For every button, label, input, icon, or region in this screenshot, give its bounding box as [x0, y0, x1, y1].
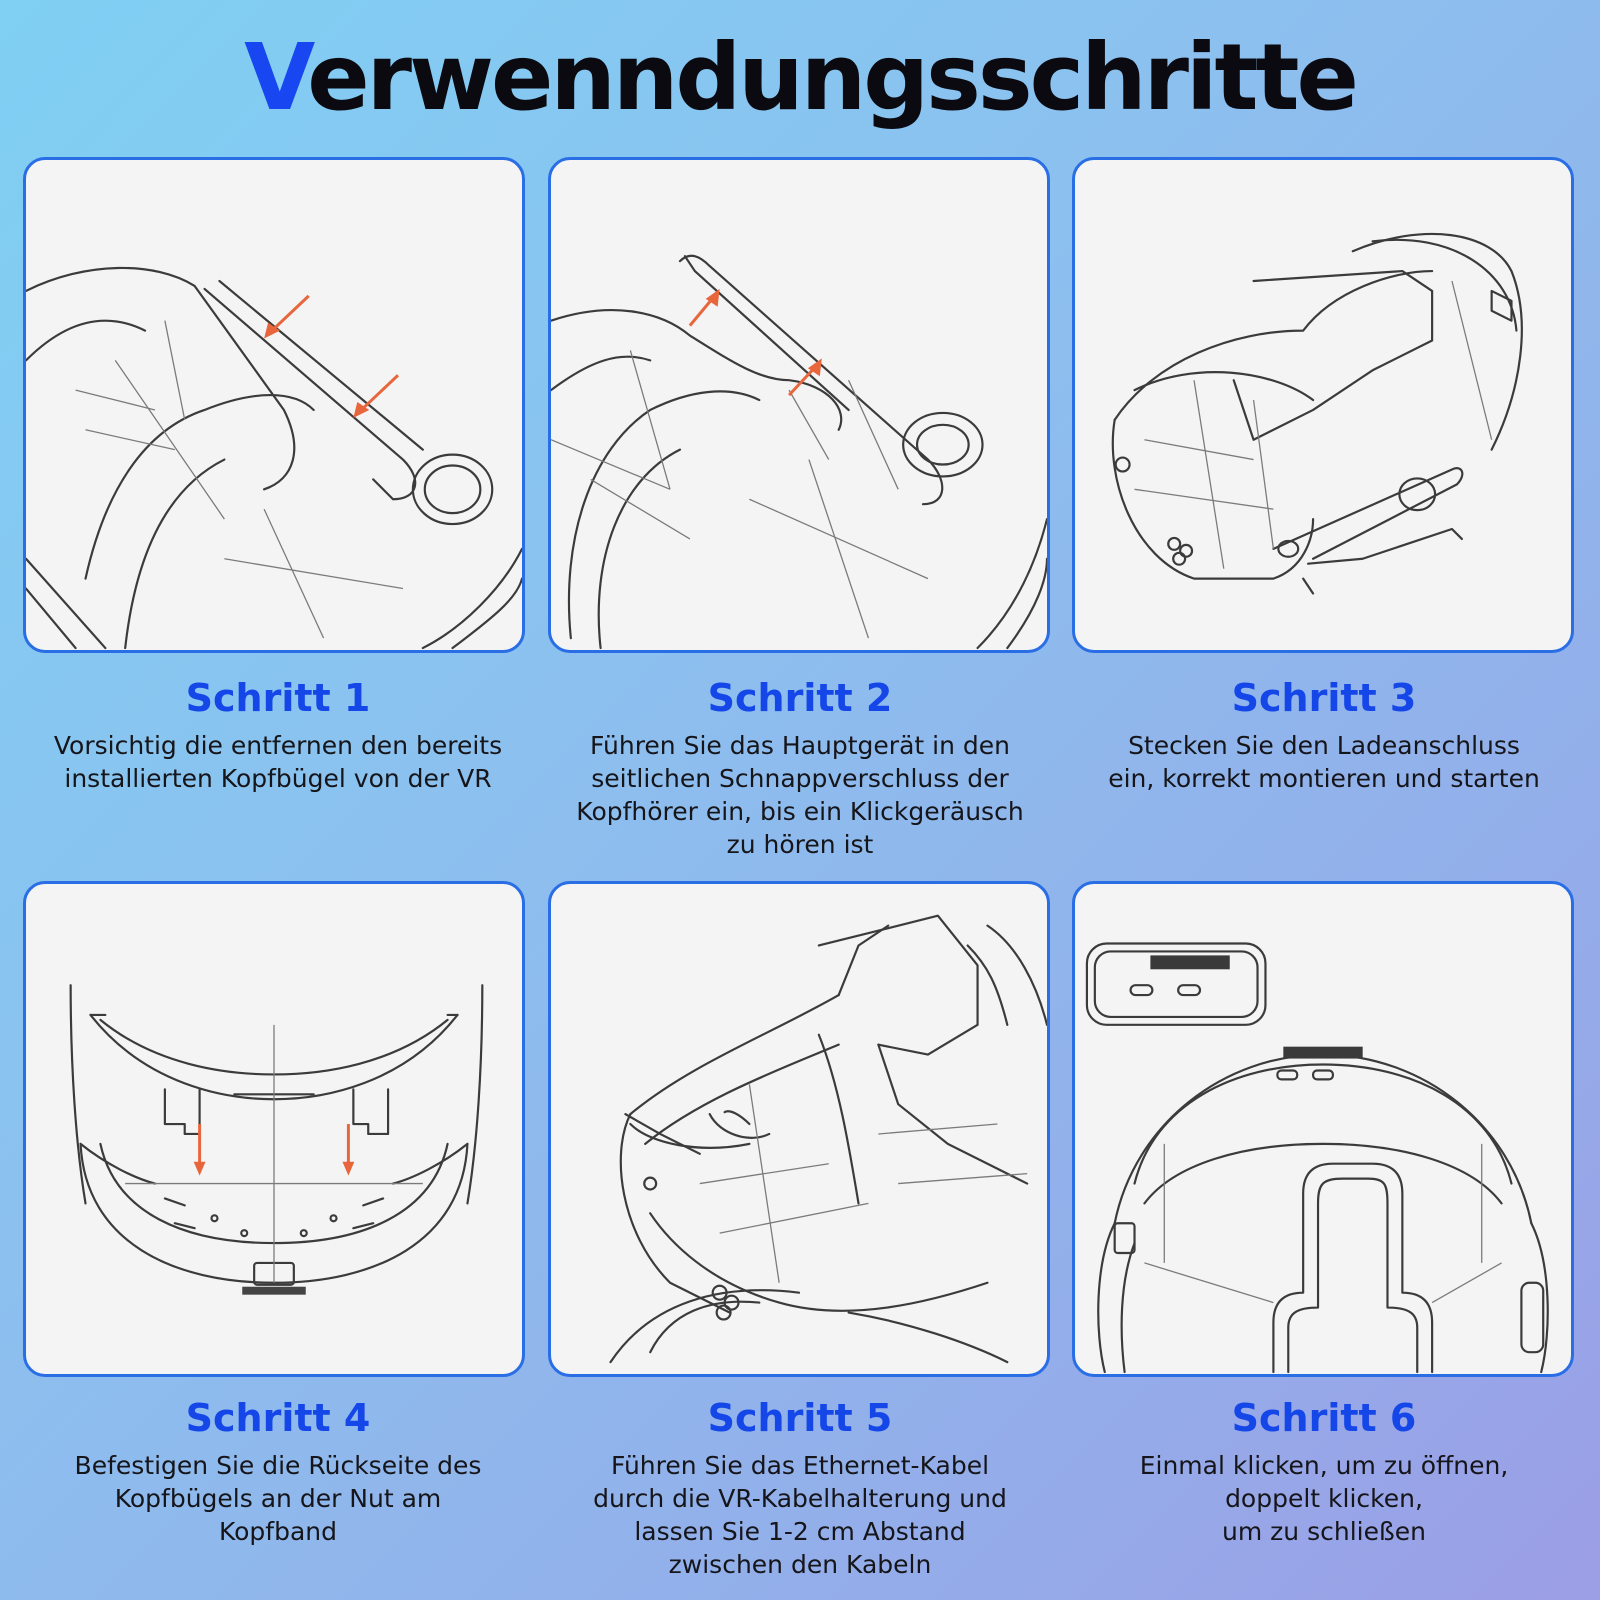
- title-rest: erwenndungsschritte: [307, 24, 1356, 131]
- step-5-title: Schritt 5: [707, 1396, 893, 1440]
- step-6-illustration: [1072, 881, 1574, 1377]
- step-3-title: Schritt 3: [1231, 676, 1417, 720]
- step-5-text: Führen Sie das Ethernet-Kabel durch die VR-Kabelhalterung und lassen Sie 1-2 cm Abstand zwischen den Kabeln: [593, 1451, 1007, 1579]
- step-6-text: Einmal klicken, um zu öffnen, doppelt klicken, um zu schließen: [1139, 1451, 1509, 1546]
- step-6-title: Schritt 6: [1231, 1396, 1417, 1440]
- step-1-title: Schritt 1: [185, 676, 371, 720]
- page-title: [0, 18, 1600, 138]
- vr-headset-snap-lock-drawing: [551, 160, 1047, 650]
- step-3-illustration: [1072, 157, 1574, 653]
- step-1-text: Vorsichtig die entfernen den bereits installierten Kopfbügel von der VR: [53, 731, 503, 793]
- step-2-text: Führen Sie das Hauptgerät in den seitlichen Schnappverschluss der Kopfhörer ein, bis ein Klickgeräusch zu hören ist: [576, 731, 1024, 859]
- title-first-letter: V: [244, 24, 308, 131]
- step-5-illustration: [548, 881, 1050, 1377]
- step-3-text: Stecken Sie den Ladeanschluss ein, korrekt montieren und starten: [1108, 731, 1540, 793]
- step-4-text: Befestigen Sie die Rückseite des Kopfbügels an der Nut am Kopfband: [74, 1451, 482, 1546]
- step-1-illustration: [23, 157, 525, 653]
- headband-button-drawing: [1075, 884, 1571, 1374]
- vr-headset-strap-removal-drawing: [26, 160, 522, 650]
- vr-headset-charging-port-drawing: [1075, 160, 1571, 650]
- step-2-title: Schritt 2: [707, 676, 893, 720]
- cable-holder-drawing: [551, 884, 1047, 1374]
- step-2-illustration: [548, 157, 1050, 653]
- step-4-illustration: [23, 881, 525, 1377]
- step-4-title: Schritt 4: [185, 1396, 371, 1440]
- headband-back-attach-drawing: [26, 884, 522, 1374]
